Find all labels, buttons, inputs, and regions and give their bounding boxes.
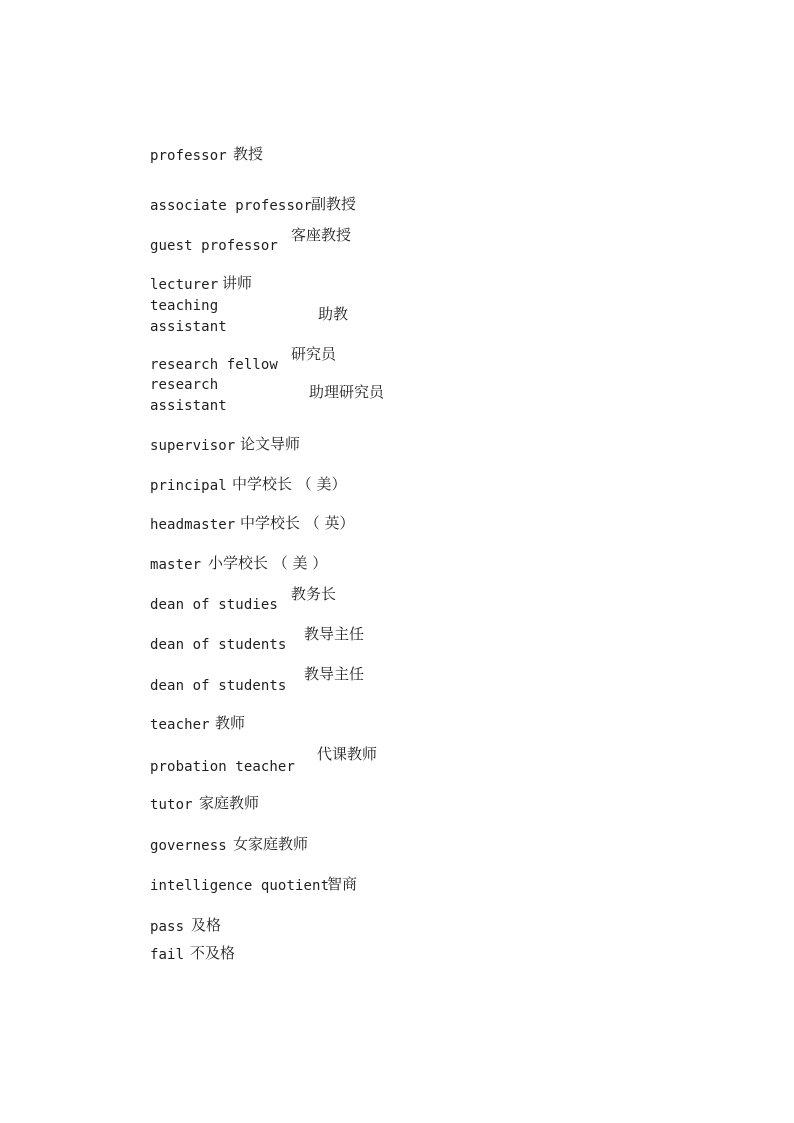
- term-chinese: 研究员: [291, 345, 337, 363]
- term-english: headmaster: [150, 517, 236, 533]
- term-english: supervisor: [150, 438, 236, 454]
- term-chinese: 及格: [191, 916, 222, 934]
- term-english: teaching: [150, 298, 219, 314]
- term-english: lecturer: [150, 277, 219, 293]
- term-chinese: 智商: [327, 875, 358, 893]
- term-english: probation teacher: [150, 759, 295, 775]
- term-chinese: 中学校长 （ 美）: [232, 475, 347, 493]
- term-chinese: 论文导师: [240, 435, 301, 453]
- term-chinese: 教授: [233, 145, 264, 163]
- term-chinese: 中学校长 （ 英）: [240, 514, 355, 532]
- term-english: guest professor: [150, 238, 278, 254]
- term-english: pass: [150, 919, 185, 935]
- term-english: associate professor: [150, 198, 313, 214]
- term-english: professor: [150, 148, 227, 164]
- term-chinese: 副教授: [311, 195, 357, 213]
- term-chinese: 小学校长 （ 美 ）: [208, 554, 328, 572]
- term-chinese: 教务长: [291, 585, 337, 603]
- term-chinese: 不及格: [190, 944, 236, 962]
- term-chinese: 女家庭教师: [233, 835, 309, 853]
- term-english: dean of students: [150, 678, 287, 694]
- term-english: dean of studies: [150, 597, 278, 613]
- term-english: governess: [150, 838, 227, 854]
- term-english: tutor: [150, 797, 193, 813]
- term-english: teacher: [150, 717, 210, 733]
- term-english: research fellow: [150, 357, 278, 373]
- term-chinese: 教师: [215, 714, 246, 732]
- term-english: intelligence quotient: [150, 878, 330, 894]
- term-chinese: 助教: [318, 305, 349, 323]
- term-chinese: 客座教授: [291, 226, 352, 244]
- term-chinese: 助理研究员: [309, 383, 385, 401]
- term-chinese: 讲师: [222, 274, 253, 292]
- term-chinese: 家庭教师: [199, 794, 260, 812]
- term-chinese: 代课教师: [317, 745, 378, 763]
- term-english: master: [150, 557, 202, 573]
- term-chinese: 教导主任: [304, 665, 365, 683]
- term-english: assistant: [150, 398, 227, 414]
- term-english: dean of students: [150, 637, 287, 653]
- term-english: principal: [150, 478, 227, 494]
- term-chinese: 教导主任: [304, 625, 365, 643]
- term-english: assistant: [150, 319, 227, 335]
- term-english: fail: [150, 947, 185, 963]
- term-english: research: [150, 377, 219, 393]
